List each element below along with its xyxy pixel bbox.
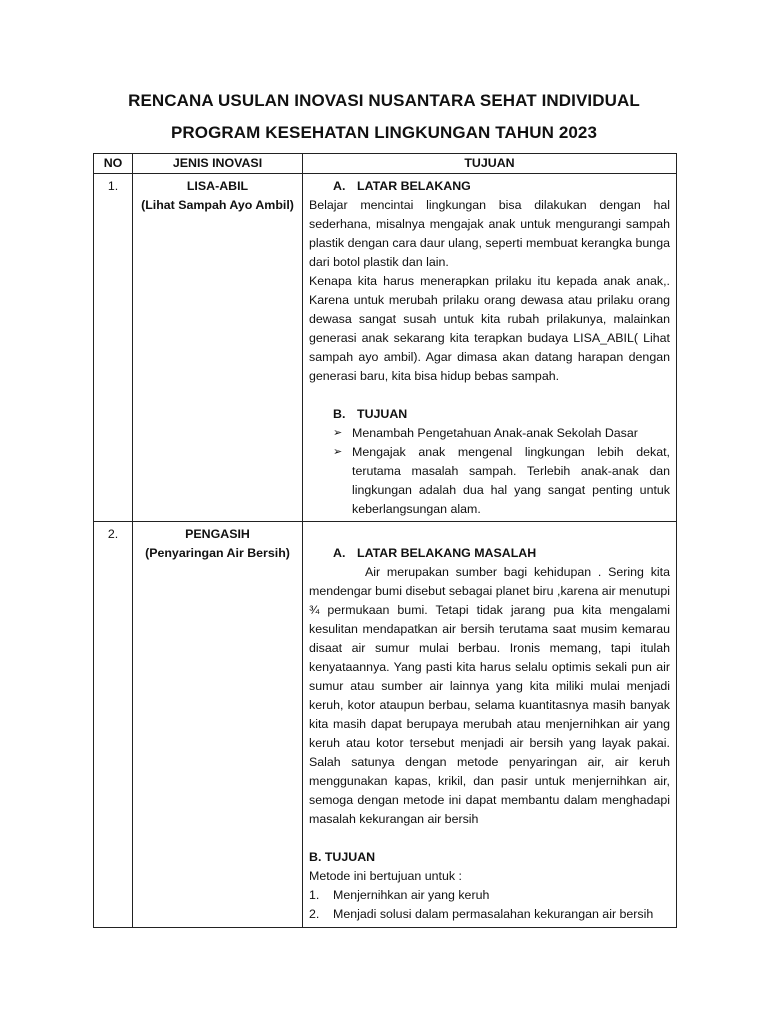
innovation-subtitle: (Lihat Sampah Ayo Ambil) [141, 198, 294, 212]
table-header-row [94, 154, 677, 174]
innovation-name: PENGASIH [185, 527, 250, 541]
innovation-name: LISA-ABIL [186, 179, 249, 193]
innovation-subtitle: (Penyaringan Air Bersih) [145, 546, 290, 560]
table-row [94, 522, 677, 928]
innovation-cell [133, 174, 303, 522]
section-title: TUJUAN [357, 407, 408, 421]
item-number: 1. [309, 888, 320, 902]
tujuan-cell [303, 174, 677, 522]
numbered-item [309, 886, 670, 905]
section-title: LATAR BELAKANG [357, 179, 471, 193]
header-jenis-inovasi: JENIS INOVASI [133, 154, 303, 174]
section-heading [333, 405, 670, 424]
row-number: 2. [94, 522, 133, 928]
row-number: 1. [94, 174, 133, 522]
paragraph: Kenapa kita harus menerapkan prilaku itu kepada anak anak,. Karena untuk merubah prilaku orang dewasa atau prilaku orang dewasa sangat susah untuk kita rubah prilakunya, malainkan generasi anak sekarang kita terapkan budaya LISA_ABIL( Lihat sampah ayo ambil). Agar dimasa akan datang harapan dengan generasi baru, kita bisa hidup bebas sampah. [309, 274, 670, 383]
bullet-text: Mengajak anak mengenal lingkungan lebih dekat, terutama masalah sampah. Terlebih anak-anak dan lingkungan adalah dua hal yang sangat penting untuk keberlangsungan alam. [352, 445, 670, 516]
item-text: Menjadi solusi dalam permasalahan kekurangan air bersih [333, 907, 654, 921]
section-heading [333, 177, 670, 196]
section-heading [333, 544, 670, 563]
header-tujuan: TUJUAN [303, 154, 677, 174]
numbered-item [309, 905, 670, 924]
innovation-cell [133, 522, 303, 928]
section-title: LATAR BELAKANG MASALAH [357, 546, 537, 560]
tujuan-cell [303, 522, 677, 928]
paragraph: Belajar mencintai lingkungan bisa dilakukan dengan hal sederhana, misalnya mengajak anak untuk mengurangi sampah plastik dengan cara daur ulang, seperti membuat kerangka bunga dari botol plastik dan lain. [309, 198, 670, 269]
item-text: Menjernihkan air yang keruh [333, 888, 490, 902]
document-subtitle: PROGRAM KESEHATAN LINGKUNGAN TAHUN 2023 [170, 123, 598, 142]
section-letter: B. [333, 407, 346, 421]
innovation-table [93, 153, 677, 928]
section-letter: A. [333, 546, 346, 560]
section-letter: A. [333, 179, 346, 193]
table-row [94, 174, 677, 522]
bullet-item [333, 424, 670, 443]
arrow-bullet-icon: ➢ [333, 427, 343, 439]
section-heading: B. TUJUAN [309, 850, 376, 864]
bullet-item [333, 443, 670, 519]
arrow-bullet-icon: ➢ [333, 446, 343, 458]
intro-text: Metode ini bertujuan untuk : [309, 869, 462, 883]
item-number: 2. [309, 907, 320, 921]
bullet-text: Menambah Pengetahuan Anak-anak Sekolah Dasar [352, 426, 638, 440]
header-no: NO [94, 154, 133, 174]
document-title: RENCANA USULAN INOVASI NUSANTARA SEHAT INDIVIDUAL [128, 91, 640, 110]
paragraph: Air merupakan sumber bagi kehidupan . Sering kita mendengar bumi disebut sebagai planet biru ,karena air menutupi ¾ permukaan bumi. Tetapi tidak jarang pua kita mengalami kesulitan mendapatkan air bersih terutama saat musim kemarau disaat air sumur mulai berbau. Ironis memang, tapi itulah kenyataannya. Yang pasti kita harus selalu optimis sekali pun air sumur atau sumber air lainnya yang kita miliki mulai menjadi keruh, kotor ataupun berbau, selama kuantitasnya masih banyak kita masih dapat berupaya merubah atau menjernihkan air yang keruh atau kotor tersebut menjadi air bersih yang layak pakai. Salah satunya dengan metode penyaringan air, air keruh menggunakan kapas, krikil, dan pasir untuk menjernihkan air, semoga dengan metode ini dapat membantu dalam menghadapi masalah kekurangan air bersih [309, 565, 670, 826]
